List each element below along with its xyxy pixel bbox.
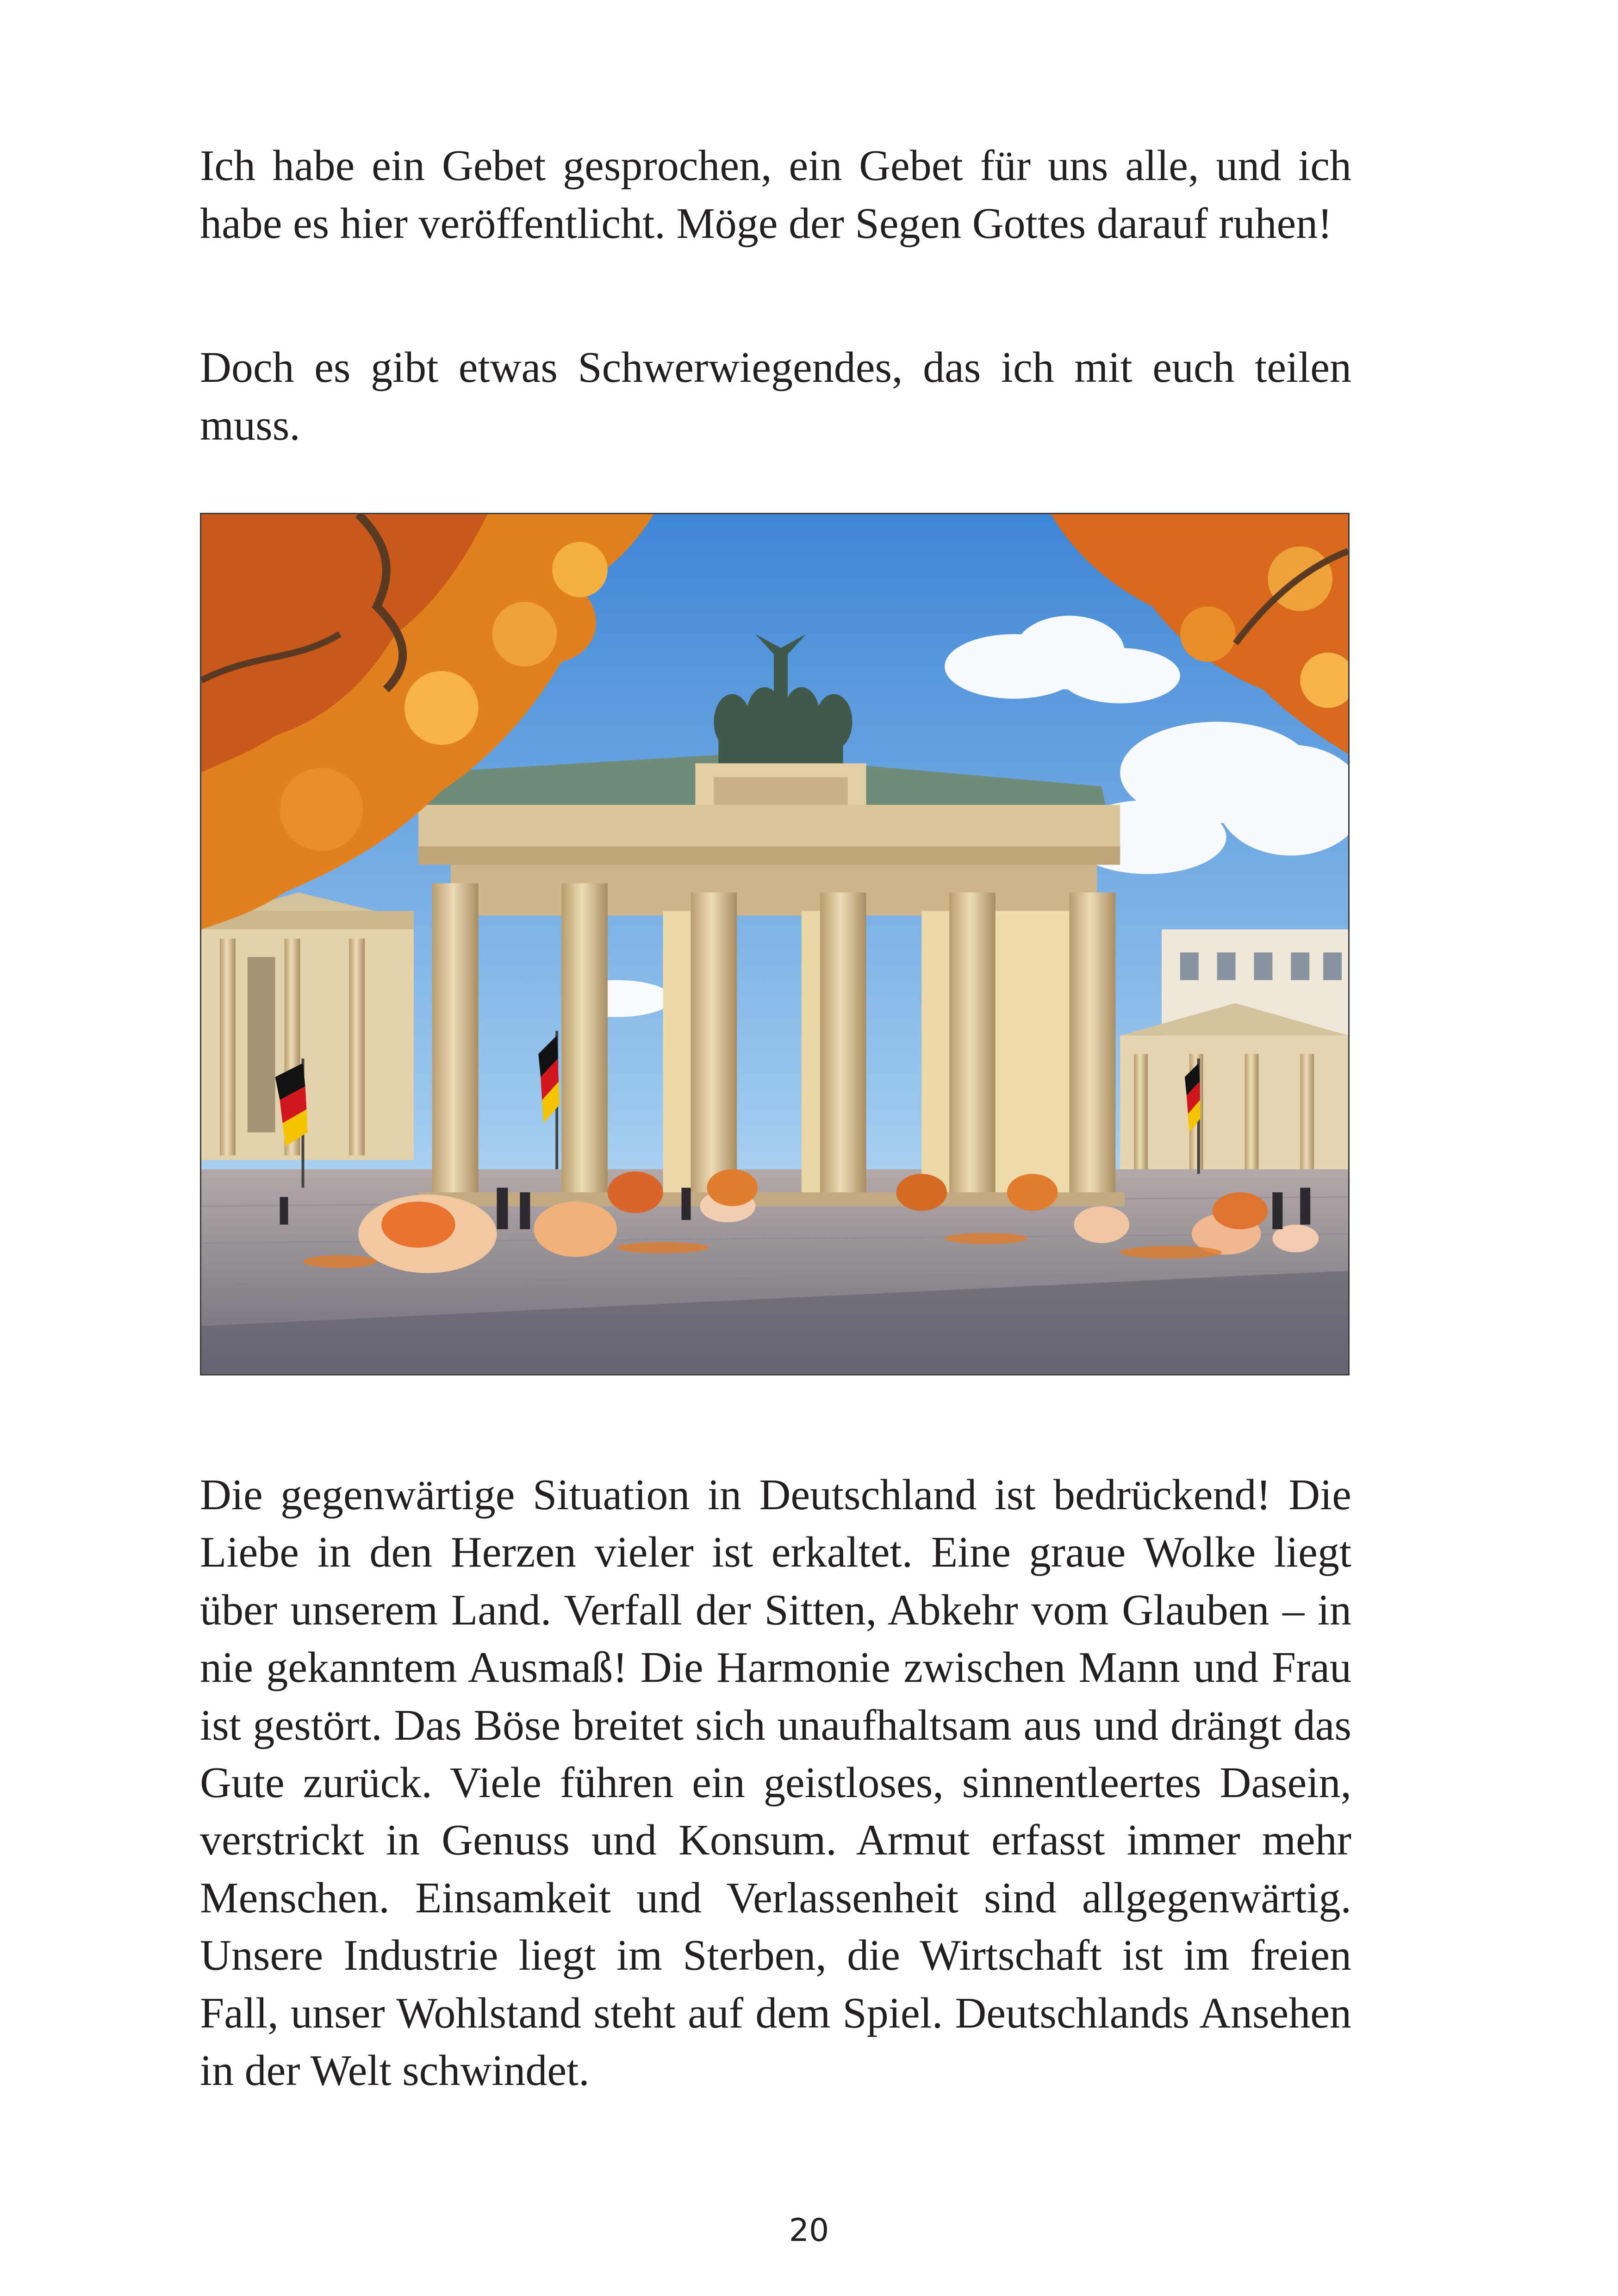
page-number: 20 <box>789 2212 829 2249</box>
paragraph-situation-germany: Die gegenwärtige Situation in Deutschland ist bedrückend! Die Liebe in den Herzen vieler ist erkaltet. Eine graue Wolke liegt über unserem Land. Verfall der Sitten, Abkehr vom Glauben – in nie gekanntem Ausmaß! Die Harmonie zwischen Mann und Frau ist gestört. Das Böse breitet sich unaufhaltsam aus und drängt das Gute zurück. Viele führen ein geistloses, sinnentleertes Dasein, verstrickt in Genuss und Konsum. Armut erfasst immer mehr Menschen. Einsamkeit und Verlassenheit sind allgegenwärtig. Unsere Industrie liegt im Sterben, die Wirtschaft ist im freien Fall, unser Wohlstand steht auf dem Spiel. Deutschlands Ansehen in der Welt schwindet. <box>200 1471 1351 2095</box>
left-wing <box>201 892 414 1160</box>
brandenburg-gate-photo <box>200 513 1350 1375</box>
paragraph-serious-matter: Doch es gibt etwas Schwerwiegendes, das ich mit euch teilen muss. <box>200 343 1351 449</box>
paragraph-prayer: Ich habe ein Gebet gesprochen, ein Gebet für uns alle, und ich habe es hier veröffentlicht. Möge der Segen Gottes darauf ruhen! <box>200 142 1351 248</box>
